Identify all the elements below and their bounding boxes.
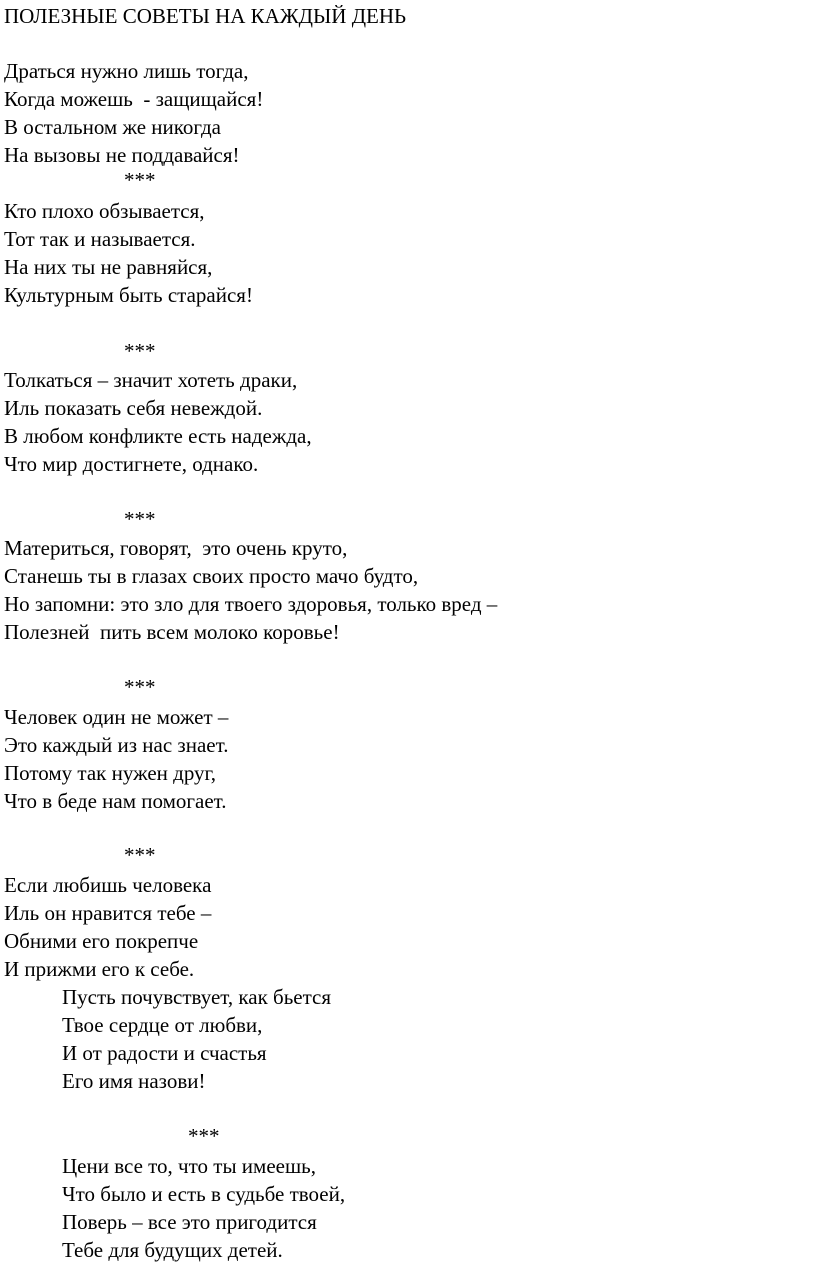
poem-line: Иль он нравится тебе – (4, 901, 212, 925)
poem-line: На них ты не равняйся, (4, 255, 213, 279)
stanza-separator: *** (188, 1124, 220, 1148)
document-title: ПОЛЕЗНЫЕ СОВЕТЫ НА КАЖДЫЙ ДЕНЬ (4, 4, 407, 28)
poem-line: Станешь ты в глазах своих просто мачо будто, (4, 564, 419, 588)
poem-line: Человек один не может – (4, 705, 229, 729)
poem-line-indented: И от радости и счастья (62, 1041, 267, 1065)
stanza-separator: *** (124, 168, 156, 192)
poem-line: Культурным быть старайся! (4, 283, 253, 307)
poem-line: В любом конфликте есть надежда, (4, 424, 312, 448)
stanza-separator: *** (124, 507, 156, 531)
poem-line: Драться нужно лишь тогда, (4, 59, 249, 83)
poem-line: Это каждый из нас знает. (4, 733, 229, 757)
poem-line-indented: Цени все то, что ты имеешь, (62, 1154, 316, 1178)
poem-line: В остальном же никогда (4, 115, 221, 139)
poem-line: На вызовы не поддавайся! (4, 143, 240, 167)
poem-line-indented: Что было и есть в судьбе твоей, (62, 1182, 346, 1206)
poem-line: Материться, говорят, это очень круто, (4, 536, 348, 560)
poem-line: Что в беде нам помогает. (4, 789, 227, 813)
poem-line: И прижми его к себе. (4, 957, 195, 981)
poem-line: Когда можешь - защищайся! (4, 87, 264, 111)
poem-line-indented: Его имя назови! (62, 1069, 206, 1093)
poem-line: Тот так и называется. (4, 227, 196, 251)
poem-line: Потому так нужен друг, (4, 761, 217, 785)
poem-line: Кто плохо обзывается, (4, 199, 205, 223)
poem-line: Полезней пить всем молоко коровье! (4, 620, 340, 644)
poem-line-indented: Поверь – все это пригодится (62, 1210, 317, 1234)
poem-line: Толкаться – значит хотеть драки, (4, 368, 298, 392)
poem-line-indented: Тебе для будущих детей. (62, 1238, 283, 1262)
poem-line: Обними его покрепче (4, 929, 199, 953)
stanza-separator: *** (124, 339, 156, 363)
poem-line: Но запомни: это зло для твоего здоровья, только вред – (4, 592, 498, 616)
poem-line: Иль показать себя невеждой. (4, 396, 263, 420)
stanza-separator: *** (124, 675, 156, 699)
stanza-separator: *** (124, 843, 156, 867)
poem-line-indented: Твое сердце от любви, (62, 1013, 263, 1037)
poem-line: Что мир достигнете, однако. (4, 452, 259, 476)
poem-line: Если любишь человека (4, 873, 212, 897)
poem-line-indented: Пусть почувствует, как бьется (62, 985, 332, 1009)
